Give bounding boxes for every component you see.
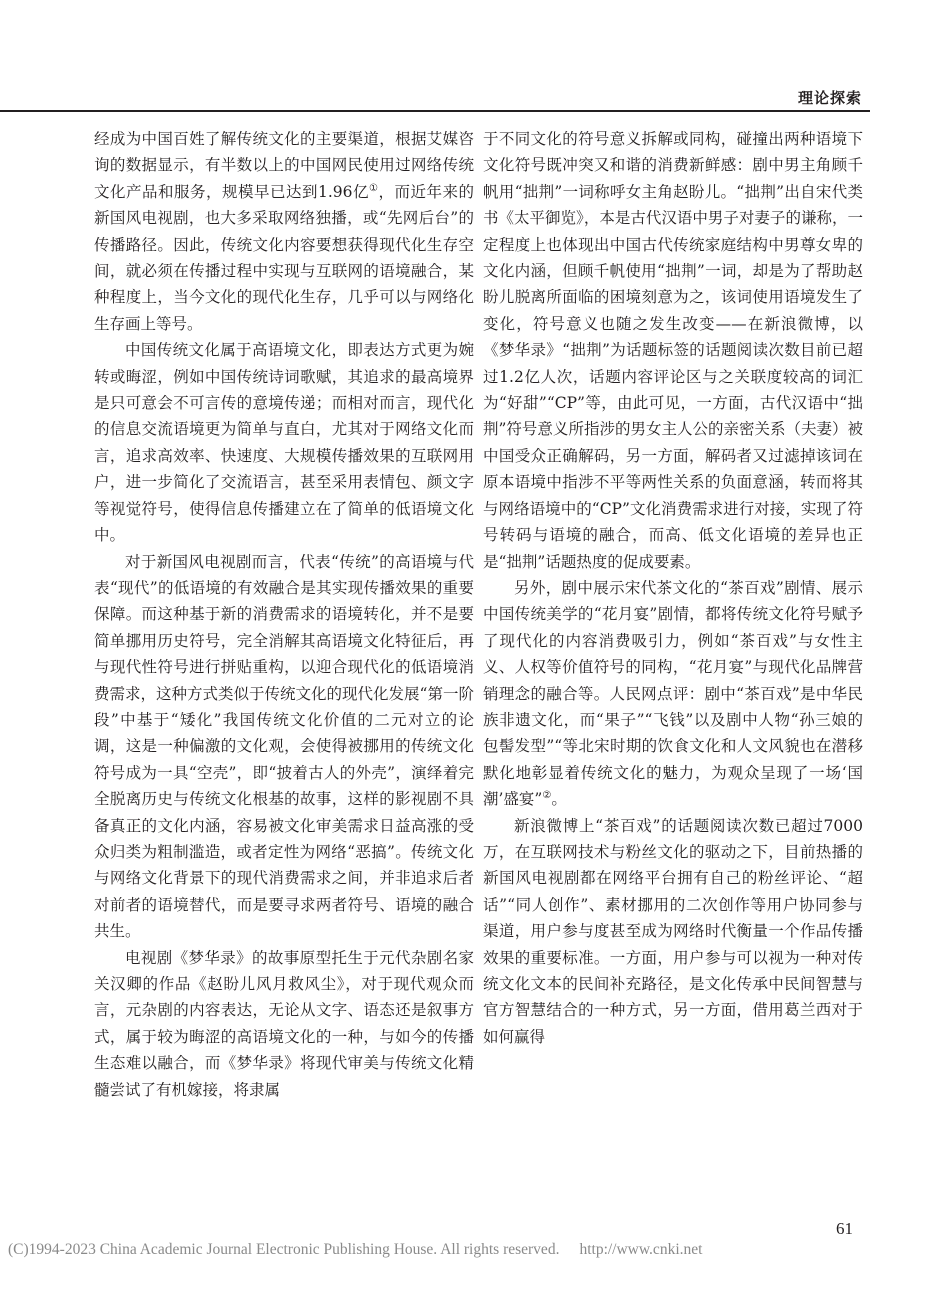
paragraph (94, 126, 474, 337)
paragraph-text: 。 (551, 790, 567, 809)
footnote-marker[interactable]: ① (369, 182, 379, 194)
paragraph: 对于新国风电视剧而言，代表“传统”的高语境与代表“现代”的低语境的有效融合是其实现传播效果的重要保障。而这种基于新的消费需求的语境转化，并不是要简单挪用历史符号，完全消解其高语境文化特征后，再与现代性符号进行拼贴重构，以迎合现代化的低语境消费需求，这种方式类似于传统文化的现代化发展“第一阶段”中基于“矮化”我国传统文化价值的二元对立的论调，这是一种偏激的文化观，会使得被挪用的传统文化符号成为一具“空壳”，即“披着古人的外壳”，演绎着完全脱离历史与传统文化根基的故事，这样的影视剧不具备真正的文化内涵，容易被文化审美需求日益高涨的受众归类为粗制滥造，或者定性为网络“恶搞”。传统文化与网络文化背景下的现代消费需求之间，并非追求后者对前者的语境替代，而是要寻求两者符号、语境的融合共生。 (94, 552, 474, 941)
paragraph (483, 575, 863, 813)
paragraph-text: 经成为中国百姓了解传统文化的主要渠道，根据艾媒咨询的数据显示，有半数以上的中国网民使用过网络传统文化产品和服务，规模早已达到1.96亿 (94, 130, 474, 201)
copyright-text: (C)1994-2023 China Academic Journal Electronic Publishing House. All rights reserved. (8, 1241, 560, 1258)
paragraph-text: ，而近年来的新国风电视剧，也大多采取网络独播，或“先网后台”的传播路径。因此，传统文化内容要想获得现代化生存空间，就必须在传播过程中实现与互联网的语境融合，某种程度上，当今文化的现代化生存，几乎可以与网络化生存画上等号。 (94, 182, 474, 333)
copyright-footer (8, 1241, 702, 1259)
paragraph: 于不同文化的符号意义拆解或同构，碰撞出两种语境下文化符号既冲突又和谐的消费新鲜感：剧中男主角顾千帆用“拙荆”一词称呼女主角赵盼儿。“拙荆”出自宋代类书《太平御览》，本是古代汉语中男子对妻子的谦称，一定程度上也体现出中国古代传统家庭结构中男尊女卑的文化内涵，但顾千帆使用“拙荆”一词，却是为了帮助赵盼儿脱离所面临的困境刻意为之，该词使用语境发生了变化，符号意义也随之发生改变——在新浪微博，以《梦华录》“拙荆”为话题标签的话题阅读次数目前已超过1.2亿人次，话题内容评论区与之关联度较高的词汇为“好甜”“CP”等，由此可见，一方面，古代汉语中“拙荆”符号意义所指涉的男女主人公的亲密关系（夫妻）被中国受众正确解码，另一方面，解码者又过滤掉该词在原本语境中指涉不平等两性关系的负面意涵，转而将其与网络语境中的“CP”文化消费需求进行对接，实现了符号转码与语境的融合，而高、低文化语境的差异也正是“拙荆”话题热度的促成要素。 (483, 130, 863, 571)
paragraph: 电视剧《梦华录》的故事原型托生于元代杂剧名家关汉卿的作品《赵盼儿风月救风尘》，对于现代观众而言，元杂剧的内容表达，无论从文字、语态还是叙事方式，属于较为晦涩的高语境文化的一种，与如今的传播生态难以融合，而《梦华录》将现代审美与传统文化精髓尝试了有机嫁接，将隶属 (94, 948, 474, 1099)
page-number: 61 (836, 1219, 853, 1238)
footnote-marker[interactable]: ② (542, 790, 552, 801)
right-column (483, 126, 863, 1050)
footer-link[interactable]: http://www.cnki.net (579, 1241, 703, 1258)
paragraph-text: 另外，剧中展示宋代茶文化的“茶百戏”剧情、展示中国传统美学的“花月宴”剧情，都将传统文化符号赋予了现代化的内容消费吸引力，例如“茶百戏”与女性主义、人权等价值符号的同构，“花月宴”与现代化品牌营销理念的融合等。人民网点评：剧中“茶百戏”是中华民族非遗文化，而“果子”“飞钱”以及剧中人物“孙三娘的包髻发型”“等北宋时期的饮食文化和人文风貌也在潜移默化地彰显着传统文化的魅力，为观众呈现了一场‘国潮’盛宴” (483, 578, 863, 809)
paragraph: 中国传统文化属于高语境文化，即表达方式更为婉转或晦涩，例如中国传统诗词歌赋，其追求的最高境界是只可意会不可言传的意境传递；而相对而言，现代化的信息交流语境更为简单与直白，尤其对于网络文化而言，追求高效率、快速度、大规模传播效果的互联网用户，进一步简化了交流语言，甚至采用表情包、颜文字等视觉符号，使得信息传播建立在了简单的低语境文化中。 (94, 341, 474, 545)
paragraph: 新浪微博上“茶百戏”的话题阅读次数已超过7000万，在互联网技术与粉丝文化的驱动之下，目前热播的新国风电视剧都在网络平台拥有自己的粉丝评论、“超话”“同人创作”、素材挪用的二次创作等用户协同参与渠道，用户参与度甚至成为网络时代衡量一个作品传播效果的重要标准。一方面，用户参与可以视为一种对传统文化文本的民间补充路径，是文化传承中民间智慧与官方智慧结合的一种方式，另一方面，借用葛兰西对于如何赢得 (483, 816, 863, 1046)
section-title: 理论探索 (797, 89, 862, 107)
left-column (94, 126, 474, 1103)
header-rule (0, 110, 870, 112)
